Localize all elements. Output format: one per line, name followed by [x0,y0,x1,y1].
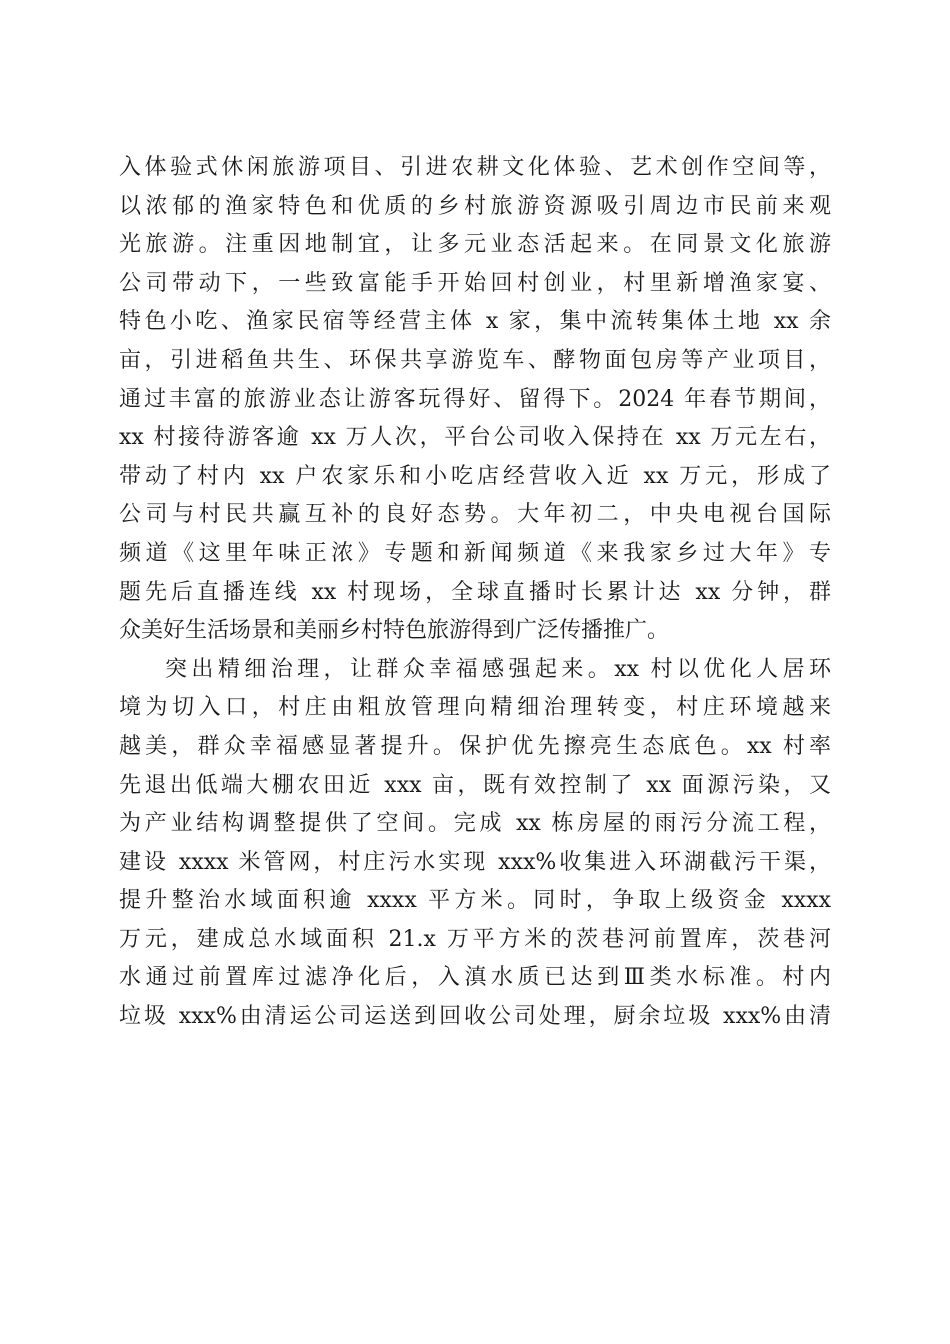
document-body [119,149,831,1037]
text-line: 光旅游。注重因地制宜，让多元业态活起来。在同景文化旅游 [119,232,831,258]
text-line: 垃圾 xxx%由清运公司运送到回收公司处理，厨余垃圾 xxx%由清 [119,1004,831,1030]
text-line: 为产业结构调整提供了空间。完成 xx 栋房屋的雨污分流工程， [119,811,831,837]
text-line: 带动了村内 xx 户农家乐和小吃店经营收入近 xx 万元，形成了 [119,463,831,489]
text-line: 亩，引进稻鱼共生、环保共享游览车、酵物面包房等产业项目， [119,347,831,373]
text-line: xx 村接待游客逾 xx 万人次，平台公司收入保持在 xx 万元左右， [119,425,831,451]
text-line: 建设 xxxx 米管网，村庄污水实现 xxx%收集进入环湖截污干渠， [119,849,831,875]
text-line: 水通过前置库过滤净化后，入滇水质已达到Ⅲ类水标准。村内 [119,965,831,991]
paragraph-governance [119,651,831,1037]
text-line: 公司带动下，一些致富能手开始回村创业，村里新增渔家宴、 [119,270,831,296]
text-line: 公司与村民共赢互补的良好态势。大年初二，中央电视台国际 [119,502,831,528]
text-line: 入体验式休闲旅游项目、引进农耕文化体验、艺术创作空间等， [119,155,831,180]
text-line: 特色小吃、渔家民宿等经营主体 x 家，集中流转集体土地 xx 余 [119,309,831,335]
text-line: 境为切入口，村庄由粗放管理向精细治理转变，村庄环境越来 [119,695,831,721]
paragraph-tourism [119,149,831,651]
text-line: 越美，群众幸福感显著提升。保护优先擦亮生态底色。xx 村率 [119,733,831,759]
text-line: 通过丰富的旅游业态让游客玩得好、留得下。2024 年春节期间， [119,386,831,412]
text-line: 频道《这里年味正浓》专题和新闻频道《来我家乡过大年》专 [119,540,831,566]
text-line: 突出精细治理，让群众幸福感强起来。xx 村以优化人居环 [165,656,831,682]
text-line: 先退出低端大棚农田近 xxx 亩，既有效控制了 xx 面源污染，又 [119,772,831,798]
text-line: 众美好生活场景和美丽乡村特色旅游得到广泛传播推广。 [119,618,670,644]
text-line: 万元，建成总水域面积 21.x 万平方米的茨巷河前置库，茨巷河 [119,926,831,952]
text-line: 题先后直播连线 xx 村现场，全球直播时长累计达 xx 分钟，群 [119,579,831,605]
text-line: 以浓郁的渔家特色和优质的乡村旅游资源吸引周边市民前来观 [119,193,831,219]
text-line: 提升整治水域面积逾 xxxx 平方米。同时，争取上级资金 xxxx [119,888,831,914]
